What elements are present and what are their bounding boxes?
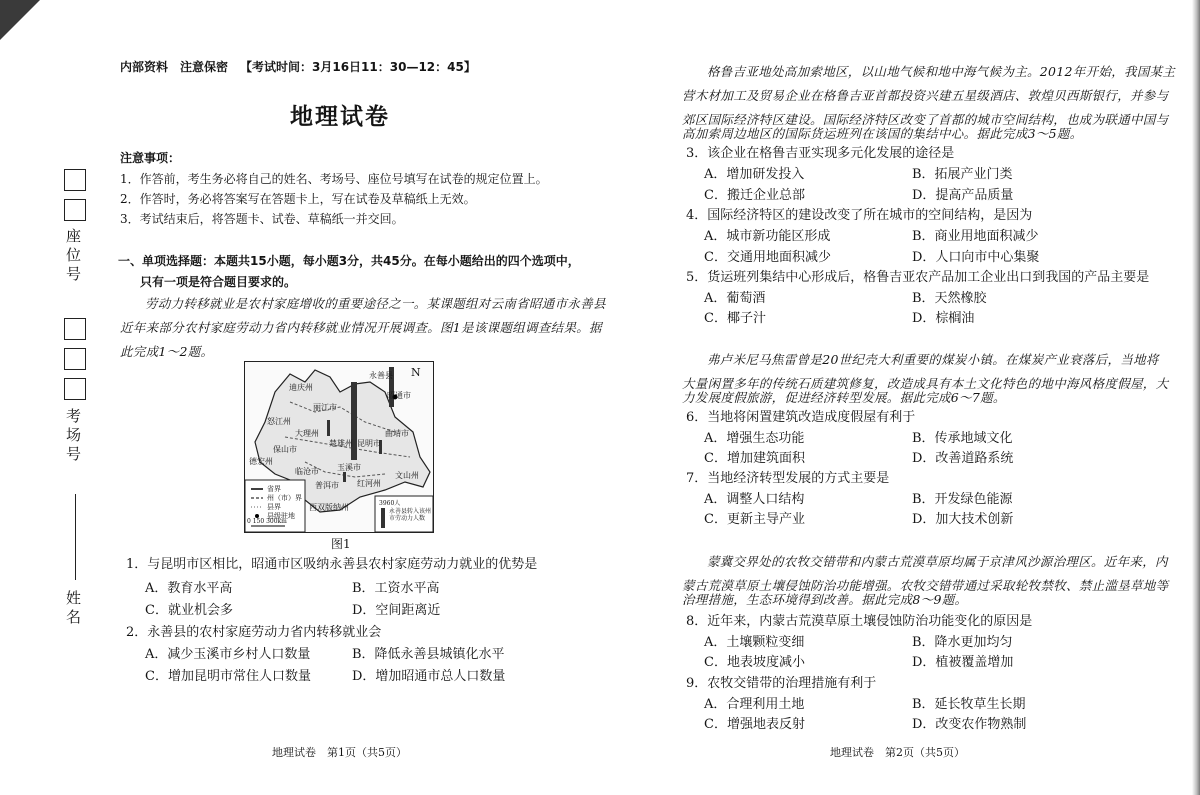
passage-line: 营木材加工及贸易企业在格鲁吉亚首都投资兴建五星级酒店、敦煌贝西斯银行，并参与 (682, 88, 1169, 103)
passage-line: 治理措施，生态环境得到改善。据此完成8～9题。 (682, 592, 968, 607)
passage-line: 大量闲置多年的传统石质建筑修复，改造成具有本土文化特色的地中海风格度假屋，大 (682, 376, 1169, 391)
name-line (75, 494, 76, 580)
page-footer: 地理试卷 第1页（共5页） (272, 746, 407, 759)
legend-text: 县界 (267, 503, 281, 511)
option[interactable]: C．增加建筑面积 (704, 451, 805, 466)
yuxi-bar (343, 472, 346, 482)
internal-notice: 内部资料 注意保密 (120, 60, 229, 74)
seat-box[interactable] (64, 169, 86, 191)
scale-text: 0 150 300km (247, 518, 287, 525)
question-stem: 5．货运班列集结中心形成后，格鲁吉亚农产品加工企业出口到我国的产品主要是 (686, 270, 1150, 285)
option[interactable]: A．增加研发投入 (704, 167, 805, 182)
option[interactable]: D．空间距离近 (352, 603, 441, 618)
passage-line: 蒙古荒漠草原土壤侵蚀防治功能增强。农牧交错带通过采取轮牧禁牧、禁止滥垦草地等 (682, 578, 1169, 593)
map-label: 文山州 (395, 471, 419, 480)
map-label: 昆明市 (357, 439, 381, 448)
north-arrow-label: N (411, 366, 421, 379)
room-box[interactable] (64, 318, 86, 340)
option[interactable]: A．调整人口结构 (704, 492, 805, 507)
passage-line: 力发展度假旅游，促进经济转型发展。据此完成6～7题。 (682, 390, 1006, 405)
page-title: 地理试卷 (290, 104, 390, 130)
yunnan-map-figure (244, 361, 434, 533)
option[interactable]: D．人口向市中心集聚 (912, 250, 1040, 265)
option[interactable]: A．土壤颗粒变细 (704, 635, 805, 650)
option[interactable]: C．增强地表反射 (704, 717, 805, 732)
figure-caption: 图1 (331, 537, 351, 551)
map-label: 普洱市 (315, 481, 339, 490)
option[interactable]: A．合理利用土地 (704, 697, 805, 712)
passage-line: 此完成1～2题。 (120, 344, 214, 359)
room-box[interactable] (64, 348, 86, 370)
option[interactable]: B．天然橡胶 (912, 291, 987, 306)
option[interactable]: B．拓展产业门类 (912, 167, 1013, 182)
option[interactable]: A．增强生态功能 (704, 431, 805, 446)
option[interactable]: C．搬迁企业总部 (704, 188, 805, 203)
option[interactable]: B．延长牧草生长期 (912, 697, 1026, 712)
passage-line: 高加索周边地区的国际货运班列在该国的集结中心。据此完成3～5题。 (682, 126, 1083, 141)
legend-text: 省界 (267, 485, 281, 493)
room-box[interactable] (64, 378, 86, 400)
passage-line: 劳动力转移就业是农村家庭增收的重要途径之一。某课题组对云南省昭通市永善县 (145, 296, 606, 311)
scan-shadow-edge (1192, 0, 1200, 795)
question-stem: 2．永善县的农村家庭劳动力省内转移就业会 (126, 625, 382, 640)
passage-line: 蒙冀交界处的农牧交错带和内蒙古荒漠草原均属于京津风沙源治理区。近年来，内 (707, 554, 1168, 569)
option[interactable]: D．棕榈油 (912, 311, 975, 326)
option[interactable]: D．增加昭通市总人口数量 (352, 669, 506, 684)
map-label: 曲靖市 (385, 429, 409, 438)
map-label: 楚雄州 (329, 439, 353, 448)
name-label: 姓名 (64, 590, 82, 628)
option[interactable]: B．商业用地面积减少 (912, 229, 1039, 244)
option[interactable]: A．城市新功能区形成 (704, 229, 831, 244)
legend-right-text: 永善县转入该州市劳动力人数 (389, 508, 432, 522)
question-stem: 4．国际经济特区的建设改变了所在城市的空间结构，是因为 (686, 208, 1033, 223)
question-stem: 6．当地将闲置建筑改造成度假屋有利于 (686, 410, 916, 425)
section-heading: 一、单项选择题：本题共15小题，每小题3分，共45分。在每小题给出的四个选项中， (118, 254, 580, 268)
question-stem: 1．与昆明市区相比，昭通市区吸纳永善县农村家庭劳动力就业的优势是 (126, 557, 538, 572)
map-label: 保山市 (273, 445, 297, 454)
option[interactable]: D．加大技术创新 (912, 512, 1014, 527)
option[interactable]: D．植被覆盖增加 (912, 655, 1014, 670)
map-label: 怒江州 (267, 417, 291, 426)
page-footer: 地理试卷 第2页（共5页） (830, 746, 965, 759)
legend-text: 县级驻地 (267, 512, 295, 520)
question-stem: 9．农牧交错带的治理措施有利于 (686, 676, 877, 691)
map-label: 红河州 (357, 479, 381, 488)
option[interactable]: B．工资水平高 (352, 581, 440, 596)
notes-heading: 注意事项： (120, 151, 181, 165)
chuxiong-bar (327, 420, 330, 436)
option[interactable]: B．开发绿色能源 (912, 492, 1013, 507)
passage-line: 格鲁吉亚地处高加索地区，以山地气候和地中海气候为主。2012年开始，我国某主 (707, 64, 1176, 79)
option[interactable]: D．改变农作物熟制 (912, 717, 1027, 732)
notes-item: 3．考试结束后，将答题卡、试卷、草稿纸一并交回。 (120, 212, 404, 226)
option[interactable]: C．地表坡度减小 (704, 655, 805, 670)
option[interactable]: C．就业机会多 (145, 603, 233, 618)
scan-shadow-corner (0, 0, 40, 40)
option[interactable]: C．交通用地面积减少 (704, 250, 831, 265)
map-label: 德宏州 (249, 457, 273, 466)
map-label: 玉溪市 (337, 463, 361, 472)
option[interactable]: D．改善道路系统 (912, 451, 1014, 466)
option[interactable]: A．减少玉溪市乡村人口数量 (145, 647, 311, 662)
option[interactable]: C．增加昆明市常住人口数量 (145, 669, 311, 684)
option[interactable]: A．教育水平高 (145, 581, 233, 596)
option[interactable]: C．更新主导产业 (704, 512, 805, 527)
map-label: 永善县 (369, 371, 393, 380)
option[interactable]: B．降低永善县城镇化水平 (352, 647, 505, 662)
map-label: 迪庆州 (289, 383, 313, 392)
seat-box[interactable] (64, 199, 86, 221)
passage-line: 郊区国际经济特区建设。国际经济特区改变了首都的城市空间结构，也成为联通中国与 (682, 112, 1169, 127)
notes-item: 2．作答时，务必将答案写在答题卡上，写在试卷及草稿纸上无效。 (120, 192, 476, 206)
map-label: 临沧市 (295, 467, 319, 476)
question-stem: 7．当地经济转型发展的方式主要是 (686, 471, 890, 486)
option[interactable]: A．葡萄酒 (704, 291, 766, 306)
option[interactable]: B．降水更加均匀 (912, 635, 1013, 650)
map-label: 大理州 (295, 429, 319, 438)
legend-bar (381, 508, 385, 528)
map-label: 昭通市 (387, 391, 411, 400)
notes-item: 1．作答前，考生务必将自己的姓名、考场号、座位号填写在试卷的规定位置上。 (120, 172, 548, 186)
option[interactable]: B．传承地域文化 (912, 431, 1013, 446)
question-stem: 8．近年来，内蒙古荒漠草原土壤侵蚀防治功能变化的原因是 (686, 614, 1033, 629)
passage-line: 弗卢米尼马焦雷曾是20世纪壳大利重要的煤炭小镇。在煤炭产业衰落后，当地将 (707, 352, 1159, 367)
section-heading-cont: 只有一项是符合题目要求的。 (140, 275, 297, 289)
question-stem: 3．该企业在格鲁吉亚实现多元化发展的途径是 (686, 146, 955, 161)
legend-text: 州（市）界 (267, 494, 302, 502)
passage-line: 近年来部分农村家庭劳动力省内转移就业情况开展调查。图1是该课题组调查结果。据 (120, 320, 602, 335)
room-label: 考场号 (64, 408, 82, 465)
map-label: 西双版纳州 (309, 503, 349, 512)
exam-time: 【考试时间：3月16日11：30—12：45】 (240, 60, 476, 74)
legend-unit: 3960人 (379, 500, 401, 507)
seat-label: 座位号 (64, 228, 82, 285)
option[interactable]: D．提高产品质量 (912, 188, 1014, 203)
map-label: 丽江市 (313, 403, 337, 412)
option[interactable]: C．椰子汁 (704, 311, 766, 326)
